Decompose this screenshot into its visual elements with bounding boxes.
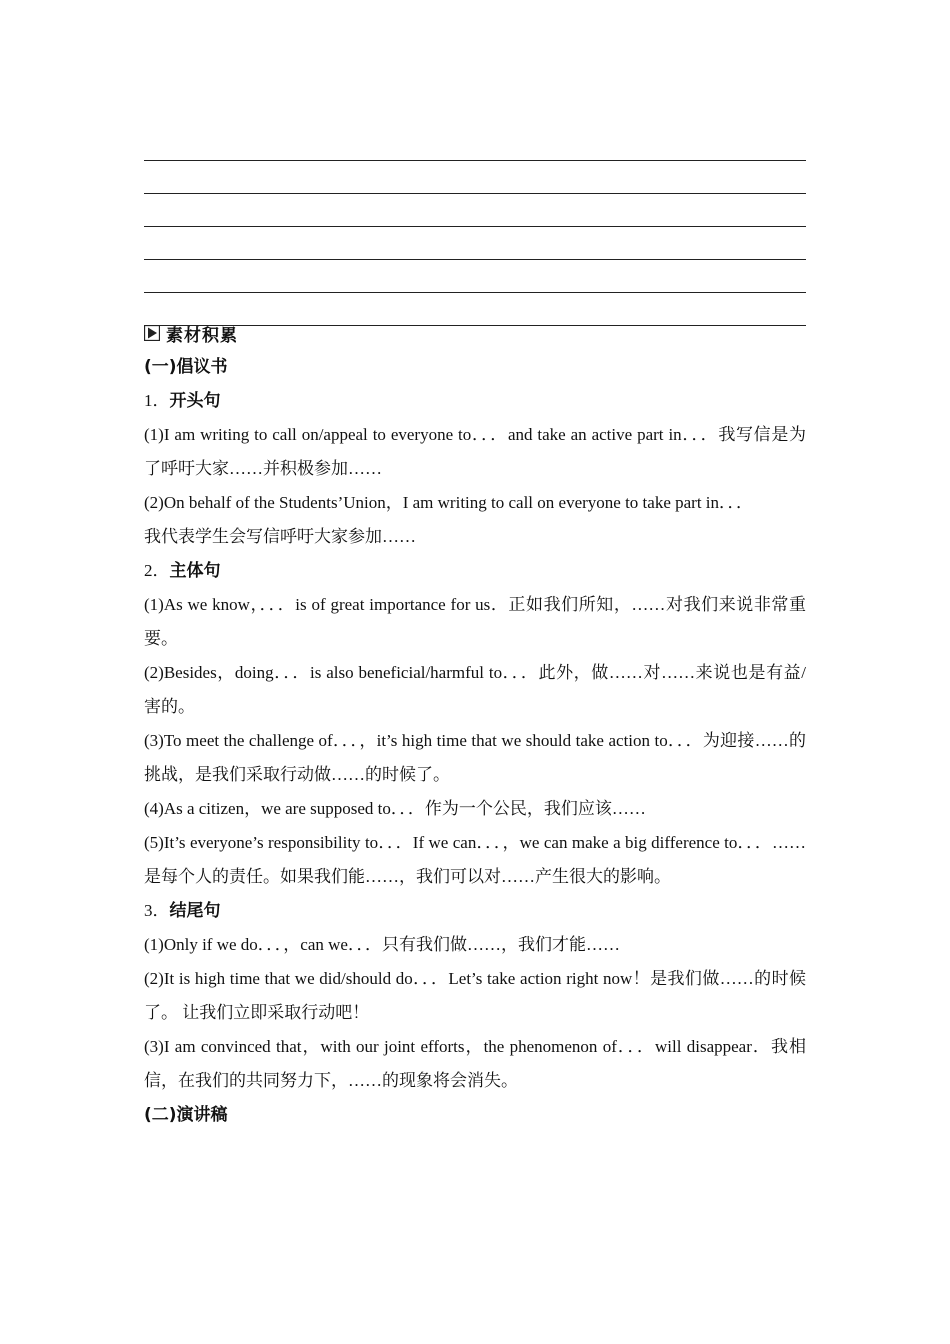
group-label: 主体句 bbox=[169, 561, 221, 581]
sentence-item: (5)It’s everyone’s responsibility to．．．If we can．．．，we can make a big difference to．．．……是每个人的责任。如果我们能……，我们可以对……产生很大的影响。 bbox=[144, 833, 806, 886]
blank-line[interactable] bbox=[144, 161, 806, 194]
group-number: 1． bbox=[144, 391, 170, 410]
section-heading bbox=[144, 316, 806, 350]
sentence-item: (2)It is high time that we did/should do．．．Let’s take action right now！是我们做……的时候了。 让我们立即采取行动吧！ bbox=[144, 969, 806, 1022]
material-content bbox=[144, 316, 806, 1132]
sentence-item: (1)Only if we do．．．，can we．．．只有我们做……，我们才能…… bbox=[144, 935, 620, 954]
group-heading-opening bbox=[144, 384, 806, 418]
sentence-item: 我代表学生会写信呼吁大家参加…… bbox=[144, 527, 416, 546]
group-number: 3． bbox=[144, 901, 170, 920]
sentence-item: (1)I am writing to call on/appeal to everyone to．．．and take an active part in．．．我写信是为了呼吁大家……并积极参加…… bbox=[144, 425, 806, 478]
sentence-item: (3)To meet the challenge of．．．，it’s high time that we should take action to．．．为迎接……的挑战，是我们采取行动做……的时候了。 bbox=[144, 731, 806, 784]
subsection-title-proposal: (一)倡议书 bbox=[144, 357, 228, 377]
blank-line[interactable] bbox=[144, 194, 806, 227]
sentence-item: (2)Besides，doing．．．is also beneficial/harmful to．．．此外，做……对……来说也是有益/害的。 bbox=[144, 663, 806, 716]
blank-line[interactable] bbox=[144, 260, 806, 293]
group-label: 结尾句 bbox=[169, 901, 221, 921]
sentence-item: (3)I am convinced that，with our joint efforts，the phenomenon of．．．will disappear．我相信，在我们的共同努力下，……的现象将会消失。 bbox=[144, 1037, 806, 1090]
play-triangle-icon bbox=[144, 325, 160, 341]
subsection-title-speech: (二)演讲稿 bbox=[144, 1105, 228, 1125]
blank-line[interactable] bbox=[144, 128, 806, 161]
group-number: 2． bbox=[144, 561, 170, 580]
blank-line[interactable] bbox=[144, 227, 806, 260]
group-label: 开头句 bbox=[169, 391, 221, 411]
sentence-item: (2)On behalf of the Students’Union，I am writing to call on everyone to take part in．．． bbox=[144, 493, 754, 512]
group-heading-body bbox=[144, 554, 806, 588]
section-title: 素材积累 bbox=[166, 325, 238, 346]
sentence-item: (1)As we know，．．．is of great importance for us．正如我们所知，……对我们来说非常重要。 bbox=[144, 595, 806, 648]
group-heading-closing bbox=[144, 894, 806, 928]
sentence-item: (4)As a citizen，we are supposed to．．．作为一个公民，我们应该…… bbox=[144, 799, 646, 818]
answer-blank-lines bbox=[144, 128, 806, 326]
